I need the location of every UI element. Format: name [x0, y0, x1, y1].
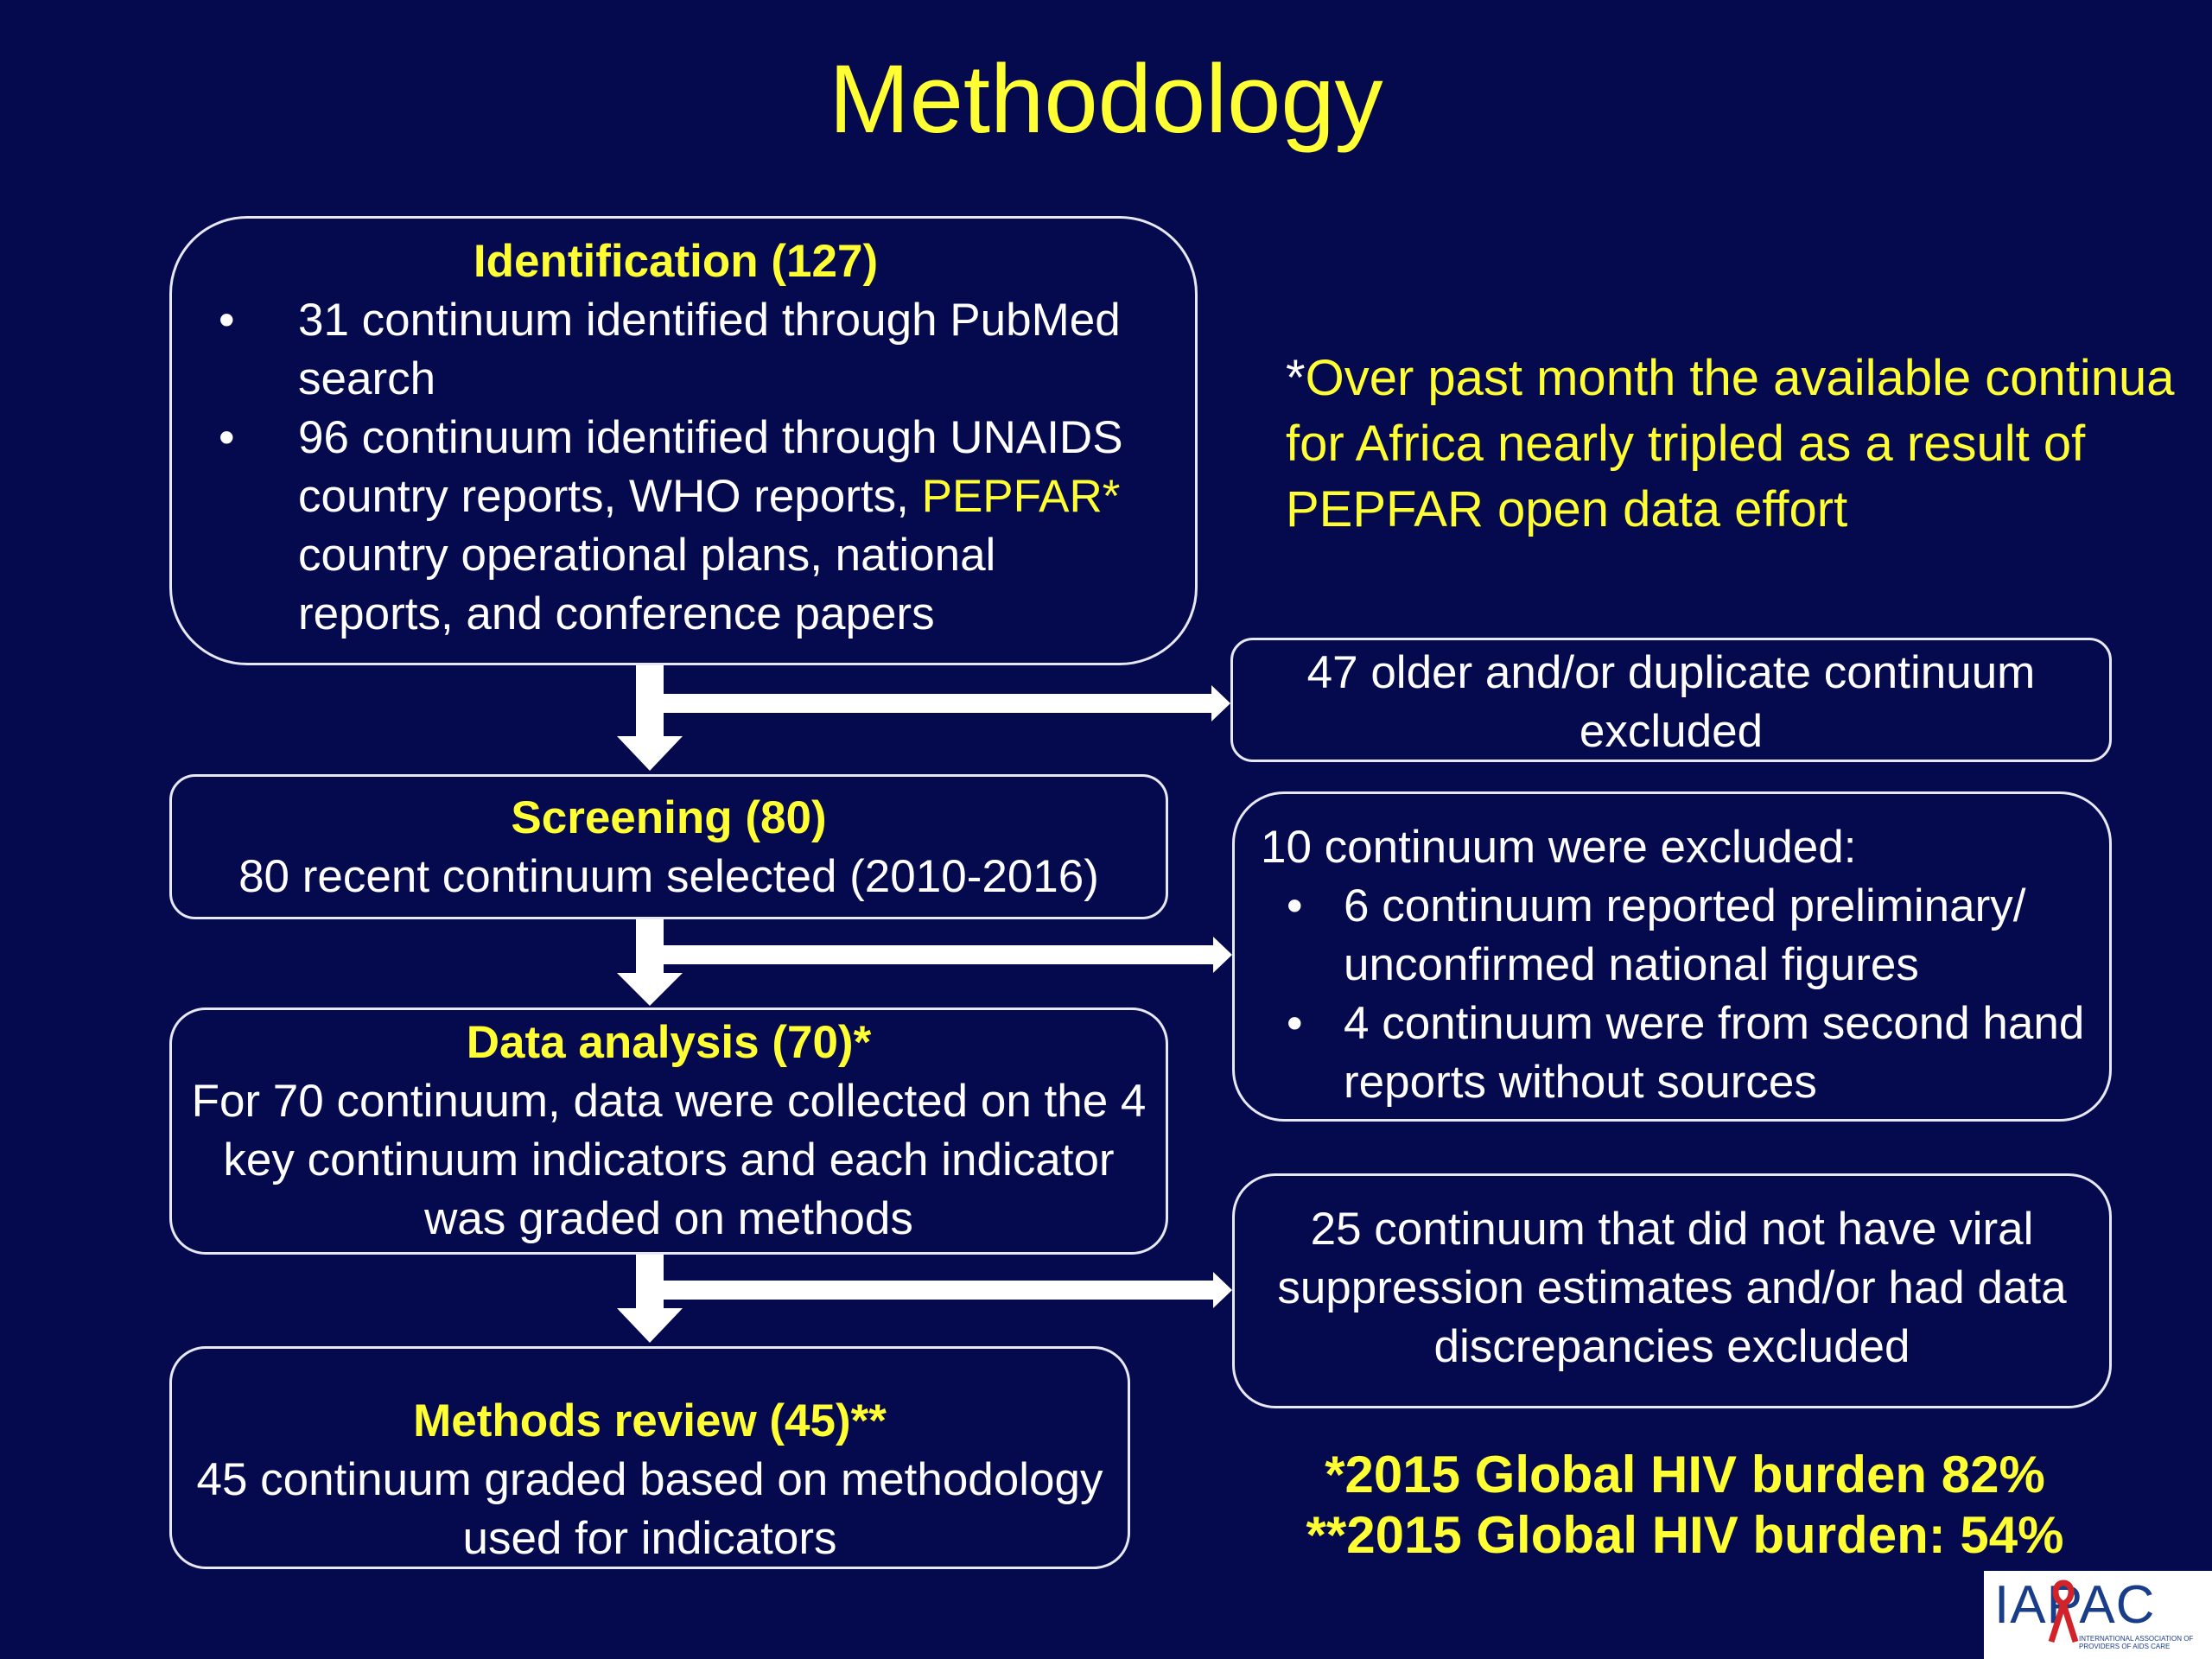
excluded-duplicates-box — [1230, 638, 2112, 762]
excluded-preliminary-bullet-2: 4 continuum were from second hand reports without sources — [1344, 998, 2085, 1108]
identification-list — [191, 291, 1160, 644]
excluded-duplicates-text: 47 older and/or duplicate continuum excluded — [1306, 647, 2036, 757]
list-item — [1261, 877, 2092, 995]
slide-title: Methodology — [829, 45, 1383, 153]
logo-text: IAPAC — [1994, 1575, 2156, 1635]
identification-bullet-pubmed: 31 continuum identified through PubMed search — [298, 295, 1121, 404]
excluded-preliminary-box — [1232, 791, 2112, 1122]
data-analysis-text: For 70 continuum, data were collected on the 4 key continuum indicators and each indicator was graded on methods — [191, 1076, 1147, 1244]
hiv-burden-line-2: **2015 Global HIV burden: 54% — [1306, 1506, 2064, 1564]
list-item — [191, 409, 1160, 644]
screening-heading: Screening (80) — [511, 792, 827, 843]
screening-box — [169, 774, 1168, 919]
data-analysis-box — [169, 1007, 1168, 1255]
list-item — [1261, 995, 2092, 1112]
footnote-asterisk: * — [1286, 350, 1306, 406]
iapac-logo — [1984, 1571, 2212, 1659]
footnote-text: Over past month the available continua for Africa nearly tripled as a result of PEPFAR open data effort — [1286, 350, 2175, 537]
methods-review-text: 45 continuum graded based on methodology used for indicators — [196, 1454, 1103, 1564]
right-arrow-to-excluded-3 — [664, 1272, 1232, 1308]
excluded-preliminary-bullet-1: 6 continuum reported preliminary/ unconfirmed national figures — [1344, 880, 2026, 990]
hiv-burden-notes — [1210, 1445, 2160, 1566]
right-arrow-to-excluded-2 — [664, 937, 1232, 973]
identification-bullet-reports-after: country operational plans, national reports, and conference papers — [298, 530, 996, 639]
hiv-burden-line-1: *2015 Global HIV burden 82% — [1325, 1446, 2045, 1503]
pepfar-footnote — [1286, 346, 2202, 543]
excluded-viral-suppression-box — [1232, 1173, 2112, 1408]
logo-subtext: INTERNATIONAL ASSOCIATION OF PROVIDERS OF AIDS CARE — [2079, 1635, 2194, 1650]
methods-review-box — [169, 1346, 1130, 1569]
excluded-preliminary-intro: 10 continuum were excluded: — [1261, 822, 1857, 873]
identification-heading: Identification (127) — [473, 236, 879, 287]
excluded-preliminary-list — [1261, 877, 2092, 1112]
down-arrow-identification-to-screening — [617, 665, 683, 771]
screening-text: 80 recent continuum selected (2010-2016) — [238, 851, 1099, 902]
bullet-icon: • — [219, 412, 235, 463]
data-analysis-heading: Data analysis (70)* — [466, 1017, 872, 1068]
excluded-viral-suppression-text: 25 continuum that did not have viral suppression estimates and/or had data discrepancies excluded — [1277, 1204, 2067, 1372]
ribbon-icon — [2046, 1578, 2081, 1647]
pepfar-highlight: PEPFAR* — [921, 471, 1121, 522]
identification-box — [169, 216, 1198, 665]
list-item — [191, 291, 1160, 409]
right-arrow-to-excluded-1 — [664, 685, 1230, 721]
bullet-icon: • — [1287, 998, 1303, 1049]
bullet-icon: • — [219, 295, 235, 346]
methods-review-heading: Methods review (45)** — [413, 1395, 887, 1446]
bullet-icon: • — [1287, 880, 1303, 931]
identification-bullet-reports-before: 96 continuum identified through UNAIDS country reports, WHO reports, — [298, 412, 1123, 522]
